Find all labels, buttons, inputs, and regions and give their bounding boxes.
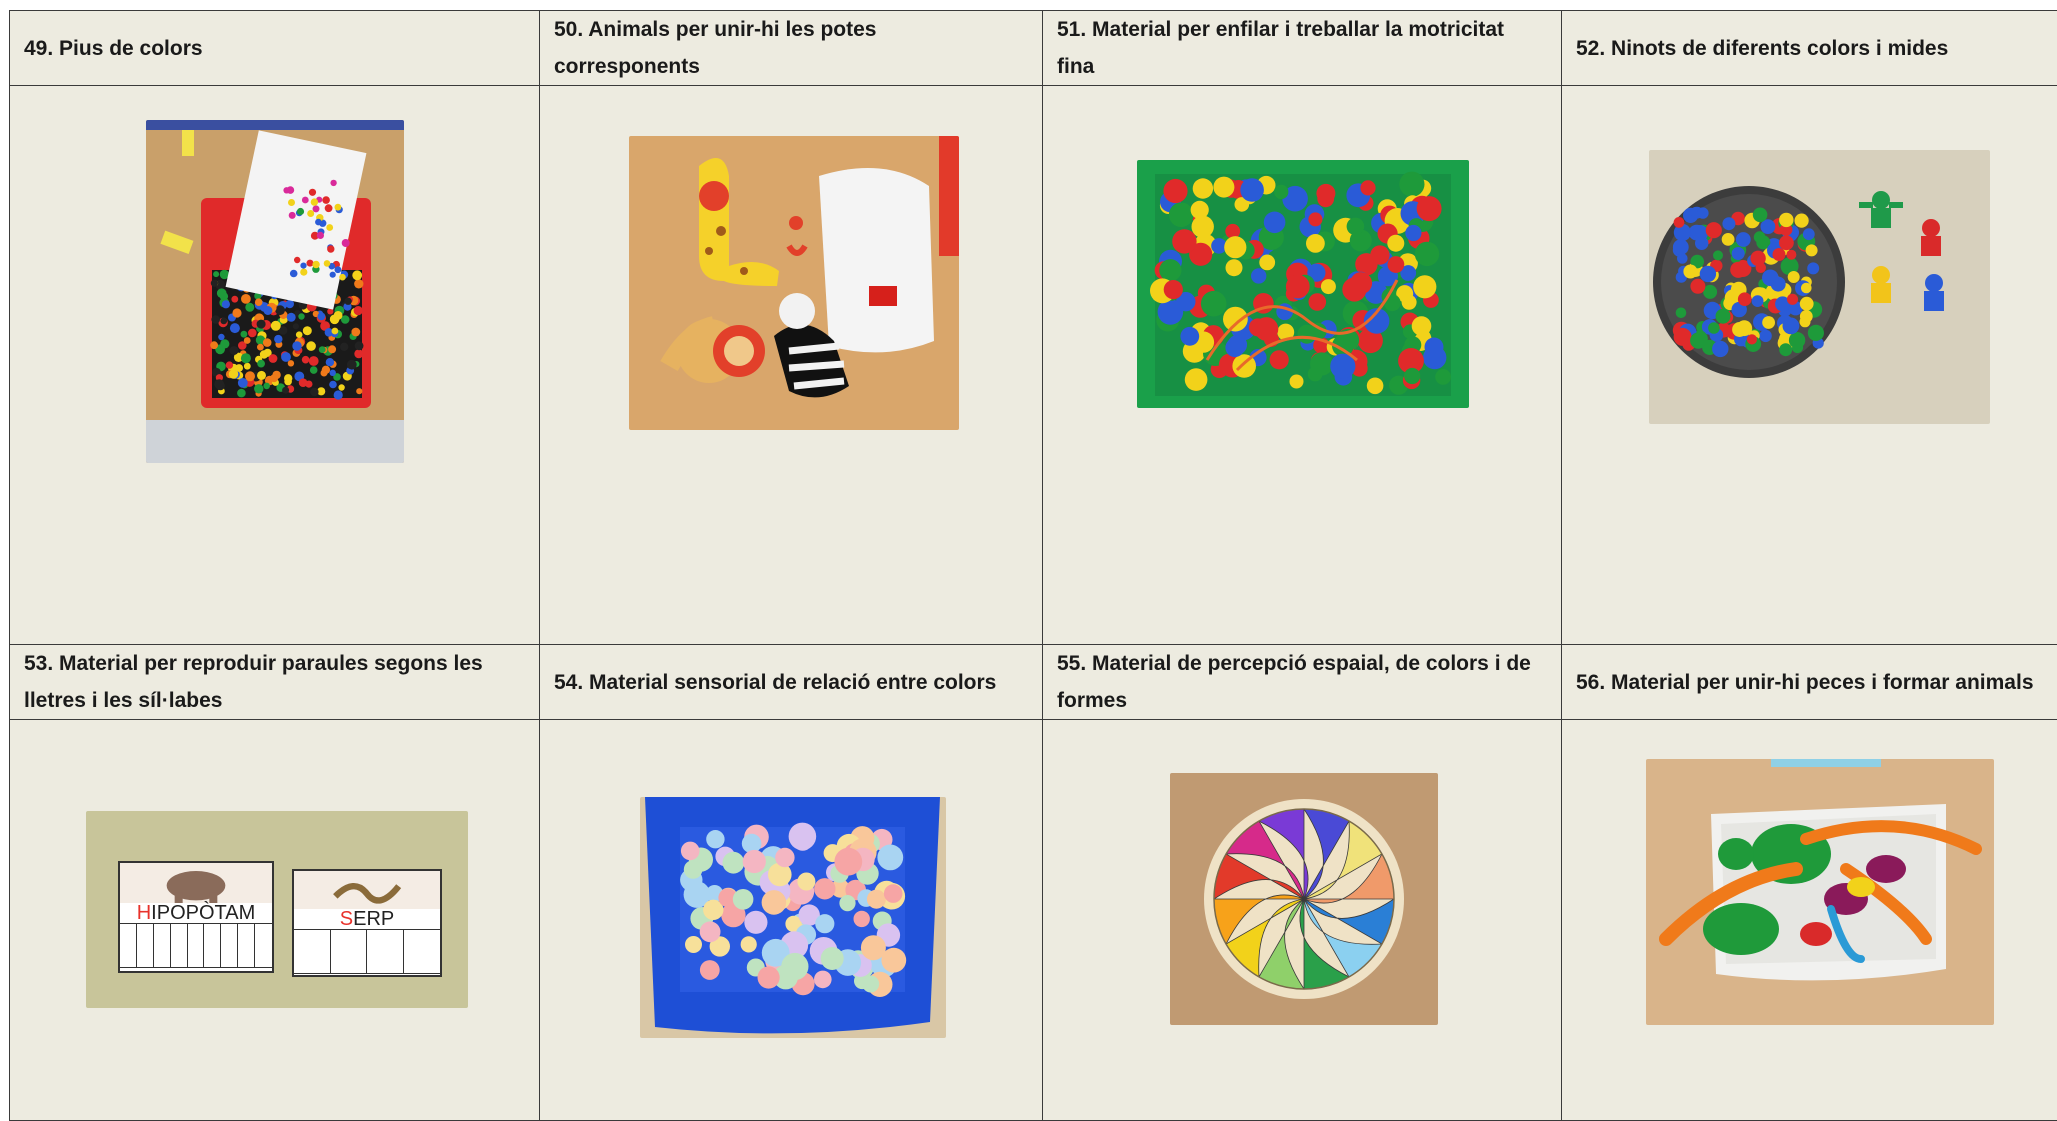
item-image-cell-56 — [1562, 720, 2057, 1121]
image-row-1 — [10, 86, 2057, 645]
figures-tin-photo — [1649, 150, 1990, 424]
threading-beads-photo — [1137, 160, 1469, 408]
header-row-1 — [10, 11, 2057, 86]
materials-table — [9, 10, 2057, 1121]
item-title-53: 53. Material per reproduir paraules segons les lletres i les síl·labes — [10, 645, 540, 720]
item-image-cell-51 — [1043, 86, 1562, 645]
animal-pieces-photo — [1646, 759, 1994, 1025]
image-row-2 — [10, 720, 2057, 1121]
item-title-50: 50. Animals per unir-hi les potes corresponents — [540, 11, 1043, 86]
item-title-55: 55. Material de percepció espaial, de colors i de formes — [1043, 645, 1562, 720]
rainbow-puzzle-photo — [1170, 773, 1438, 1025]
word-cards-photo — [86, 811, 468, 1008]
item-image-cell-49 — [10, 86, 540, 645]
pastel-blocks-photo — [640, 797, 946, 1038]
item-image-cell-54 — [540, 720, 1043, 1121]
word-card-1 — [118, 861, 274, 973]
word-card-2 — [292, 869, 442, 977]
item-title-56: 56. Material per unir-hi peces i formar animals — [1562, 645, 2057, 720]
pegboard-photo — [146, 120, 404, 463]
animal-legs-photo — [629, 136, 959, 430]
item-title-51: 51. Material per enfilar i treballar la motricitat fina — [1043, 11, 1562, 86]
item-image-cell-52 — [1562, 86, 2057, 645]
item-title-49: 49. Pius de colors — [10, 11, 540, 86]
item-image-cell-50 — [540, 86, 1043, 645]
card-word-serp: SERP — [294, 909, 440, 930]
item-title-54: 54. Material sensorial de relació entre colors — [540, 645, 1043, 720]
header-row-2 — [10, 645, 2057, 720]
card-word-hipopotam: HIPOPÒTAM — [120, 903, 272, 924]
item-title-52: 52. Ninots de diferents colors i mides — [1562, 11, 2057, 86]
item-image-cell-55 — [1043, 720, 1562, 1121]
item-image-cell-53 — [10, 720, 540, 1121]
